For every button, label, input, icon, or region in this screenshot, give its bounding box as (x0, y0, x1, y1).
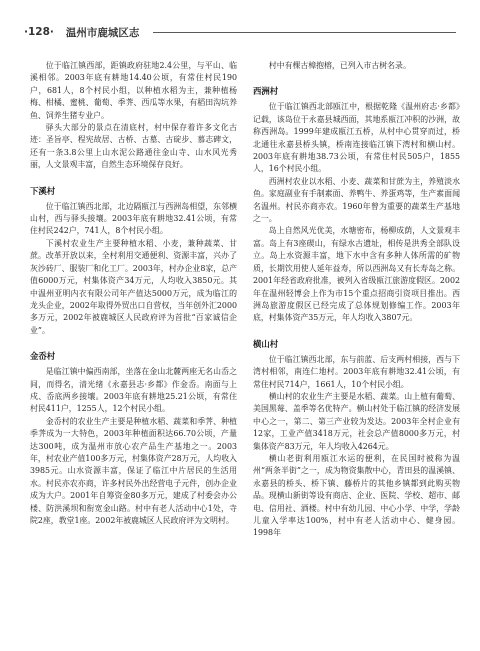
book-title: 温州市鹿城区志 (65, 26, 140, 39)
paragraph: 岛上自然风光优美，水塘密布，杨柳成荫，人文景观丰富。岛上有3座碶山，有绿水古遗址，相传是洪秀全部队设立。岛上水资源丰富，地下水中含有多种人体所需的矿物质，长期饮用使人延年益寿，所以西洲岛又有长寿岛之称。2001年经省政府批准，被列入省级瓯江旅游度假区。2002年在温州轻博会上作为市15个重点招商引资项目推出。西洲岛旅游度假区已经完成了总体规划修编工作。2003年底，村集体资产35万元，年人均收入3807元。 (253, 226, 460, 323)
paragraph: 横山村的农业生产主要是水稻、蔬菜。山上植有葡萄、美国黑莓、盖季等名优特产。横山村处于临江镇的经济发展中心之一，第二、第三产业较为发达。2003年全村企业有12家，工业产值3418万元，社会总产值8000多万元，村集体资产83万元，年人均收入4264元。 (253, 391, 460, 451)
paragraph: 位于临江镇西北部瓯江中，根据乾隆《温州府志·乡都》记载，该岛位于永嘉县城西面，其地系瓯江冲积的沙洲，故称西洲岛。1999年建成瓯江五桥，从村中心贯穿而过，桥北通往永嘉县桥头镇，桥南连接临江镇下湾村和横山村。2003年底有耕地38.73公顷，有常住村民505户，1855人，16个村民小组。 (253, 102, 460, 174)
right-column (253, 60, 460, 540)
paragraph: 金岙村的农业生产主要是种植水稻、蔬菜和季荠、种植季荠成为一大特色，2003年种植面积达66.70公顷，产量达300吨，成为温州市放心农产品生产基地之一。2003年，村农业产值100多万元，村集体资产28万元，人均收入3985元。山水资源丰富，保证了临江中片居民的生活用水。村民亦农亦商，许多村民外出经营电子元件，创办企业成为大户。2001年自筹资金80多万元，建成了村委会办公楼、防洪溪坝和衔宽金山路。村中有老人活动中心1处，寺院2座，教堂1座。2002年被鹿城区人民政府评为文明村。 (30, 416, 237, 525)
paragraph: 驿头大部分的景点在清底村，村中保存着许多文化古迹：圣旨亭、程宪故居、古桥、古墓、古碇步、慕志碑文，还有一条3.8公里上山水泥公路通往金山寺、山水风光秀丽，人文景观丰富，自然生态环境保存良好。 (30, 123, 237, 170)
paragraph: 是临江镇中偏西南部，坐落在金山北麓两座无名山岙之间，而得名，清光绪《永嘉县志·乡都》作金岙。南面与上戍、岙底两乡接壤。2003年底有耕地25.21公顷，有常住村民411户，1255人，12个村民小组。 (30, 367, 237, 414)
paragraph: 位于临江镇西部，距镇政府驻地2.4公里，与平山、临溪相邻。2003年底有耕地14.40公顷，有常住村民190户，681人，8个村民小组，以种植水稻为主，兼种植杨梅、柑橘、蜜桃、葡萄、季荠、西瓜等水果，有稻田沟坑养鱼、饲养生猪专业户。 (30, 61, 237, 120)
section-title-xiaxi: 下溪村 (30, 185, 56, 196)
section-title-xizhou: 西洲村 (253, 86, 279, 97)
paragraph: 位于临江镇西北部，北边隔瓯江与西洲岛相望，东邻横山村，西与驿头接壤。2003年底有耕地32.41公顷，有常住村民242户，741人，8个村民小组。 (30, 201, 237, 236)
section-title-hengshan: 横山村 (253, 338, 279, 349)
page-number: ·128· (24, 26, 54, 38)
left-column (30, 60, 237, 527)
paragraph: 下溪村农业生产主要种植水稻、小麦，兼种蔬菜、甘蔗。改革开放以来，全村利用交通便利、资源丰富，兴办了灰沙砖厂、服装厂和化工厂。2003年，村办企业8家，总产值6000万元，村集体资产34万元，人均收入3850元。其中温州亚明内衣有限公司年产值达5000万元，成为临江的龙头企业，2002年取得外贸出口自营权，当年创外汇2000多万元，2002年被鹿城区人民政府评为首批“百家诚信企业”。 (30, 238, 237, 335)
paragraph: 位于临江镇西北部，东与前蓝、后支两村相接，西与下湾村相邻，南连仁地村。2003年底有耕地32.41公顷，有常住村民714户，1661人，10个村民小组。 (253, 354, 460, 389)
page-header (24, 23, 456, 41)
header-rule (153, 32, 456, 33)
section-title-jinao: 金岙村 (30, 351, 56, 362)
paragraph: 横山老街利用瓯江水运的便利，在民国时被称为温州“两条半街”之一，成为物资集散中心，青田县的温溪镇、永嘉县的桥头、桥下镇、藤桥片的其他乡镇都到此购买物品。现横山新街等设有商店、企业、医院、学校、超市、邮电、信用社、酒楼。村中有幼儿园、中心小学、中学，学龄儿童入学率达100%，村中有老人活动中心、健身园。1998年 (253, 453, 460, 538)
paragraph: 村中有棵古樟抱榕，已列入市古树名录。 (268, 61, 411, 70)
paragraph: 西洲村农业以水稻、小麦、蔬菜和甘蔗为主，养殖淡水鱼。家庭副业有手制素面、养鸭牛、养蛋鸡等，生产素面闻名温州。村民亦商亦农。1960年曾为重要的蔬菜生产基地之一。 (253, 176, 460, 224)
